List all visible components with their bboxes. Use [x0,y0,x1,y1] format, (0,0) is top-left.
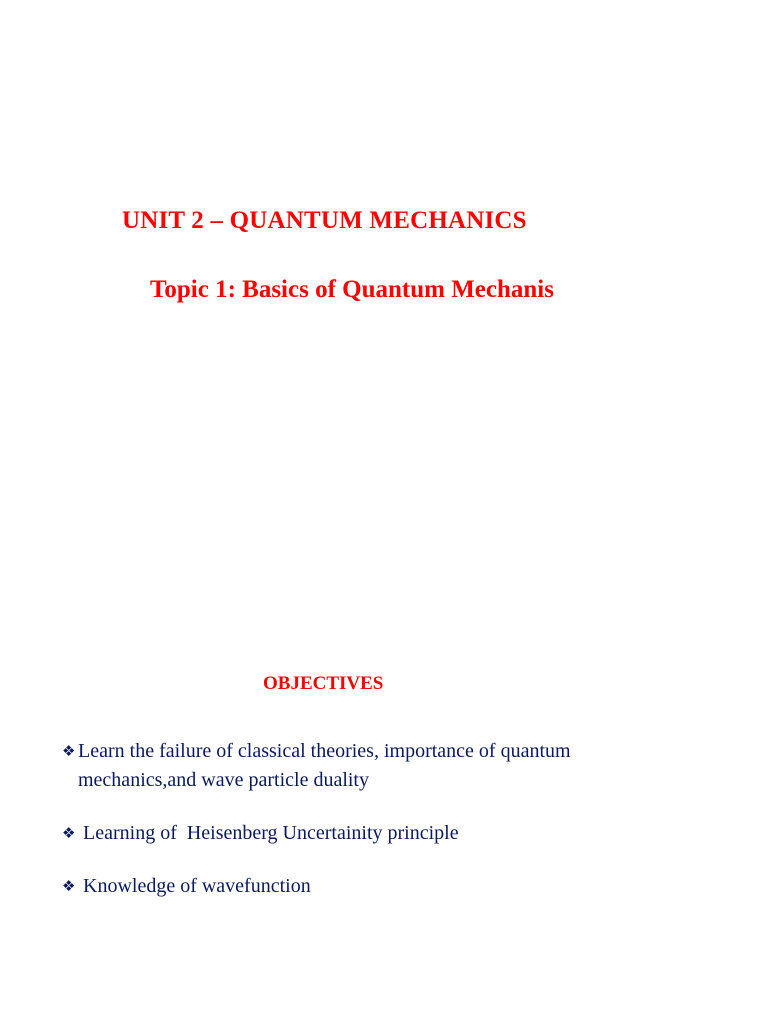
diamond-bullet-icon: ❖ [62,824,76,842]
unit-title: UNIT 2 – QUANTUM MECHANICS [122,207,527,234]
objective-item [62,872,311,901]
objective-item [62,819,459,848]
diamond-bullet-icon: ❖ [62,877,76,895]
objective-text-line: mechanics,and wave particle duality [78,769,369,791]
objective-text-line: Knowledge of wavefunction [78,875,311,897]
objectives-heading: OBJECTIVES [263,673,384,694]
topic-title: Topic 1: Basics of Quantum Mechanis [150,276,554,303]
objective-item [62,737,571,795]
objective-text-line: Learn the failure of classical theories, importance of quantum [78,740,571,762]
diamond-bullet-icon: ❖ [62,742,76,760]
objective-text-line: Learning of Heisenberg Uncertainity principle [78,822,459,844]
